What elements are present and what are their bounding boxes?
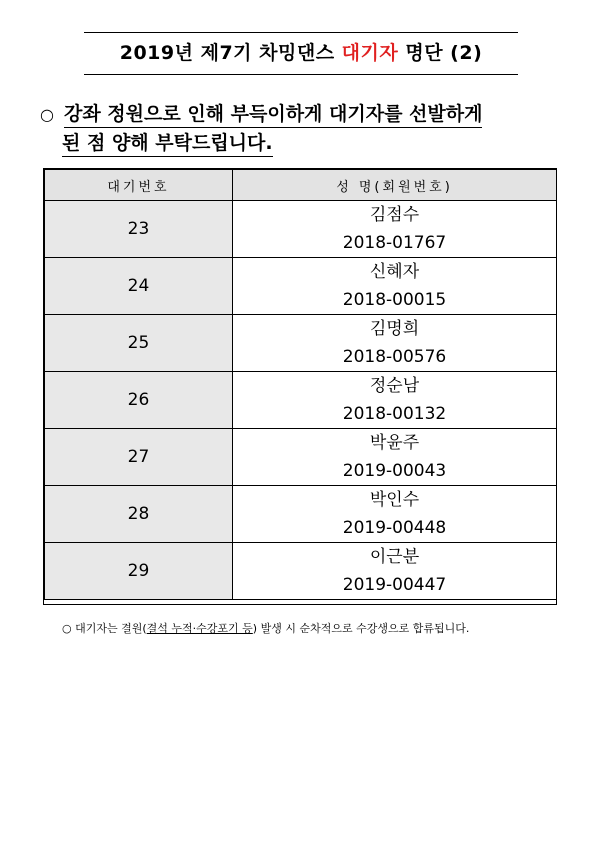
person-cell xyxy=(233,315,557,372)
table-row xyxy=(45,258,557,315)
table-row xyxy=(45,201,557,258)
table-row xyxy=(45,543,557,600)
wait-number: 25 xyxy=(45,315,233,372)
member-id: 2019-00448 xyxy=(342,518,447,538)
footnote-bullet-icon: ○ xyxy=(62,622,72,635)
person-cell xyxy=(233,201,557,258)
person-name: 박윤주 xyxy=(369,433,420,453)
person-cell xyxy=(233,543,557,600)
member-id: 2019-00043 xyxy=(342,461,447,481)
waitlist-table xyxy=(44,169,557,600)
member-id: 2018-00132 xyxy=(342,404,447,424)
footnote-text-before: 대기자는 결원( xyxy=(71,622,147,635)
header-name-member-id: 성 명(회원번호) xyxy=(233,170,557,201)
footnote xyxy=(62,620,469,636)
title-highlight: 대기자 xyxy=(341,42,399,64)
person-name: 김명희 xyxy=(369,319,420,339)
title-bottom-rule xyxy=(84,74,518,75)
person-name: 정순남 xyxy=(369,376,420,396)
person-cell xyxy=(233,486,557,543)
notice-line-2: 된 점 양해 부탁드립니다. xyxy=(62,131,273,157)
person-cell xyxy=(233,429,557,486)
wait-number: 23 xyxy=(45,201,233,258)
header-wait-number: 대기번호 xyxy=(45,170,233,201)
member-id: 2018-00015 xyxy=(342,290,447,310)
member-id: 2018-00576 xyxy=(342,347,447,367)
notice-paragraph xyxy=(40,100,560,158)
table-row xyxy=(45,372,557,429)
wait-number: 28 xyxy=(45,486,233,543)
wait-number: 24 xyxy=(45,258,233,315)
table-header-row xyxy=(45,170,557,201)
table-row xyxy=(45,315,557,372)
title-suffix: 명단 (2) xyxy=(398,42,483,64)
member-id: 2018-01767 xyxy=(342,233,447,253)
title-top-rule xyxy=(84,32,518,33)
footnote-text-after: ) 발생 시 순차적으로 수강생으로 합류됩니다. xyxy=(252,622,470,635)
notice-line-1: 강좌 정원으로 인해 부득이하게 대기자를 선발하게 xyxy=(64,102,483,128)
wait-number: 27 xyxy=(45,429,233,486)
member-id: 2019-00447 xyxy=(342,575,447,595)
circle-bullet-icon: ○ xyxy=(40,105,54,124)
person-name: 박인수 xyxy=(369,490,420,510)
person-cell xyxy=(233,258,557,315)
title-prefix: 2019년 제7기 차밍댄스 xyxy=(119,42,342,64)
person-name: 신혜자 xyxy=(369,262,420,282)
wait-number: 29 xyxy=(45,543,233,600)
table-row xyxy=(45,429,557,486)
table-row xyxy=(45,486,557,543)
person-name: 이근분 xyxy=(369,547,420,567)
wait-number: 26 xyxy=(45,372,233,429)
page-title xyxy=(84,38,518,65)
footnote-underlined-text: 결석 누적·수강포기 등 xyxy=(146,622,253,635)
person-cell xyxy=(233,372,557,429)
person-name: 김점수 xyxy=(369,205,420,225)
